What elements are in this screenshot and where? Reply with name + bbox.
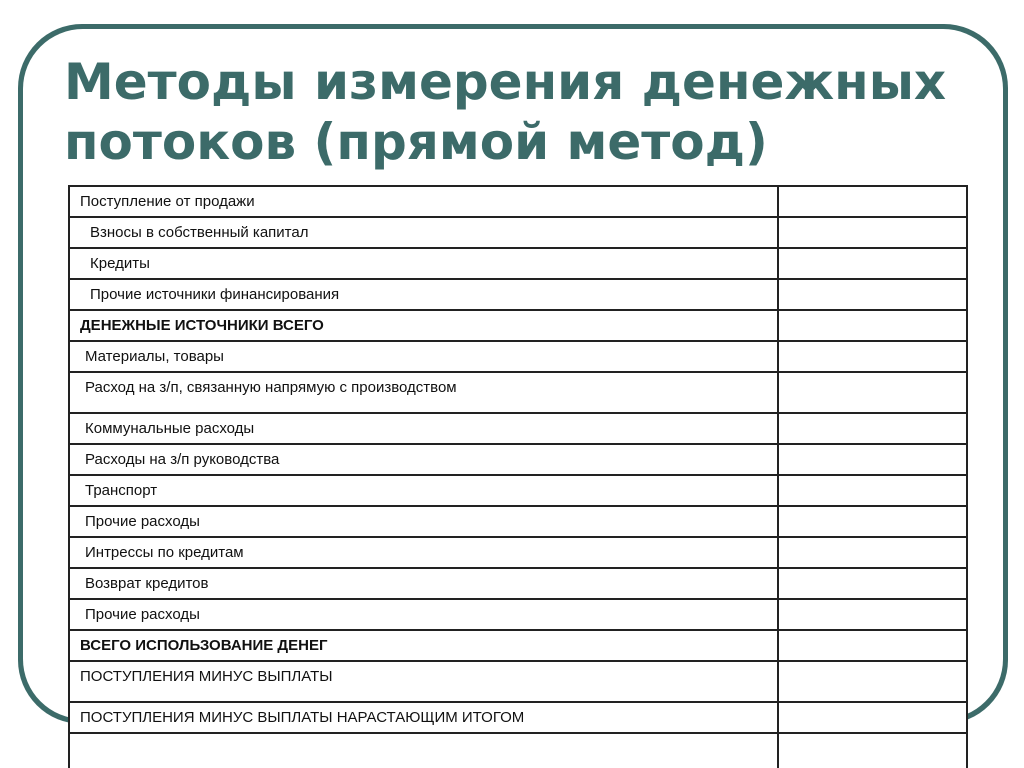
row-value-cell	[778, 733, 967, 768]
row-label: ДЕНЕЖНЫЕ ИСТОЧНИКИ ВСЕГО	[80, 317, 324, 334]
row-label: Поступление от продажи	[80, 193, 255, 210]
row-value-cell	[778, 506, 967, 537]
table-row	[69, 217, 967, 248]
row-label-cell	[69, 661, 778, 702]
row-label-cell	[69, 599, 778, 630]
table-row	[69, 186, 967, 217]
row-value-cell	[778, 310, 967, 341]
row-value-cell	[778, 413, 967, 444]
row-label-cell	[69, 475, 778, 506]
row-label-cell	[69, 568, 778, 599]
table-row	[69, 413, 967, 444]
row-label-cell	[69, 310, 778, 341]
row-value-cell	[778, 186, 967, 217]
row-label-cell	[69, 217, 778, 248]
row-value-cell	[778, 568, 967, 599]
row-label: Взносы в собственный капитал	[90, 224, 309, 241]
row-label: Прочие источники финансирования	[90, 286, 340, 303]
table-row	[69, 506, 967, 537]
table-row	[69, 279, 967, 310]
row-value-cell	[778, 372, 967, 413]
table-row	[69, 661, 967, 702]
row-value-cell	[778, 475, 967, 506]
cash-flow-table-body	[69, 186, 967, 768]
row-label-cell	[69, 733, 778, 768]
row-label-cell	[69, 506, 778, 537]
table-row	[69, 733, 967, 768]
row-value-cell	[778, 661, 967, 702]
slide-title: Методы измерения денежных потоков (прямой метод)	[64, 53, 947, 171]
cash-flow-table	[68, 185, 968, 768]
table-row	[69, 310, 967, 341]
table-row	[69, 341, 967, 372]
row-label: Коммунальные расходы	[85, 420, 255, 437]
row-label-cell	[69, 372, 778, 413]
table-row	[69, 372, 967, 413]
table-row	[69, 444, 967, 475]
table-row	[69, 248, 967, 279]
row-label: Возврат кредитов	[85, 575, 209, 592]
table-row	[69, 702, 967, 733]
row-label: ПОСТУПЛЕНИЯ МИНУС ВЫПЛАТЫ	[80, 668, 333, 685]
row-label	[70, 734, 777, 740]
row-value-cell	[778, 537, 967, 568]
row-value-cell	[778, 248, 967, 279]
row-label: Расход на з/п, связанную напрямую с производством	[85, 379, 457, 396]
table-row	[69, 599, 967, 630]
row-label: ПОСТУПЛЕНИЯ МИНУС ВЫПЛАТЫ НАРАСТАЮЩИМ ИТОГОМ	[80, 709, 525, 726]
row-label: Прочие расходы	[85, 606, 200, 623]
row-label: Материалы, товары	[85, 348, 224, 365]
row-label: Расходы на з/п руководства	[85, 451, 280, 468]
row-value-cell	[778, 341, 967, 372]
row-label-cell	[69, 186, 778, 217]
row-label-cell	[69, 413, 778, 444]
table-row	[69, 630, 967, 661]
row-value-cell	[778, 279, 967, 310]
row-label-cell	[69, 248, 778, 279]
row-label: Кредиты	[90, 255, 150, 272]
row-label-cell	[69, 341, 778, 372]
table-row	[69, 475, 967, 506]
row-label-cell	[69, 537, 778, 568]
row-label-cell	[69, 444, 778, 475]
row-value-cell	[778, 599, 967, 630]
row-label-cell	[69, 279, 778, 310]
row-label-cell	[69, 630, 778, 661]
row-label: ВСЕГО ИСПОЛЬЗОВАНИЕ ДЕНЕГ	[80, 637, 328, 654]
row-value-cell	[778, 217, 967, 248]
table-row	[69, 568, 967, 599]
row-value-cell	[778, 630, 967, 661]
row-label: Интрессы по кредитам	[85, 544, 244, 561]
row-label: Прочие расходы	[85, 513, 200, 530]
row-label: Транспорт	[85, 482, 158, 499]
row-value-cell	[778, 444, 967, 475]
row-label-cell	[69, 702, 778, 733]
table-row	[69, 537, 967, 568]
row-value-cell	[778, 702, 967, 733]
